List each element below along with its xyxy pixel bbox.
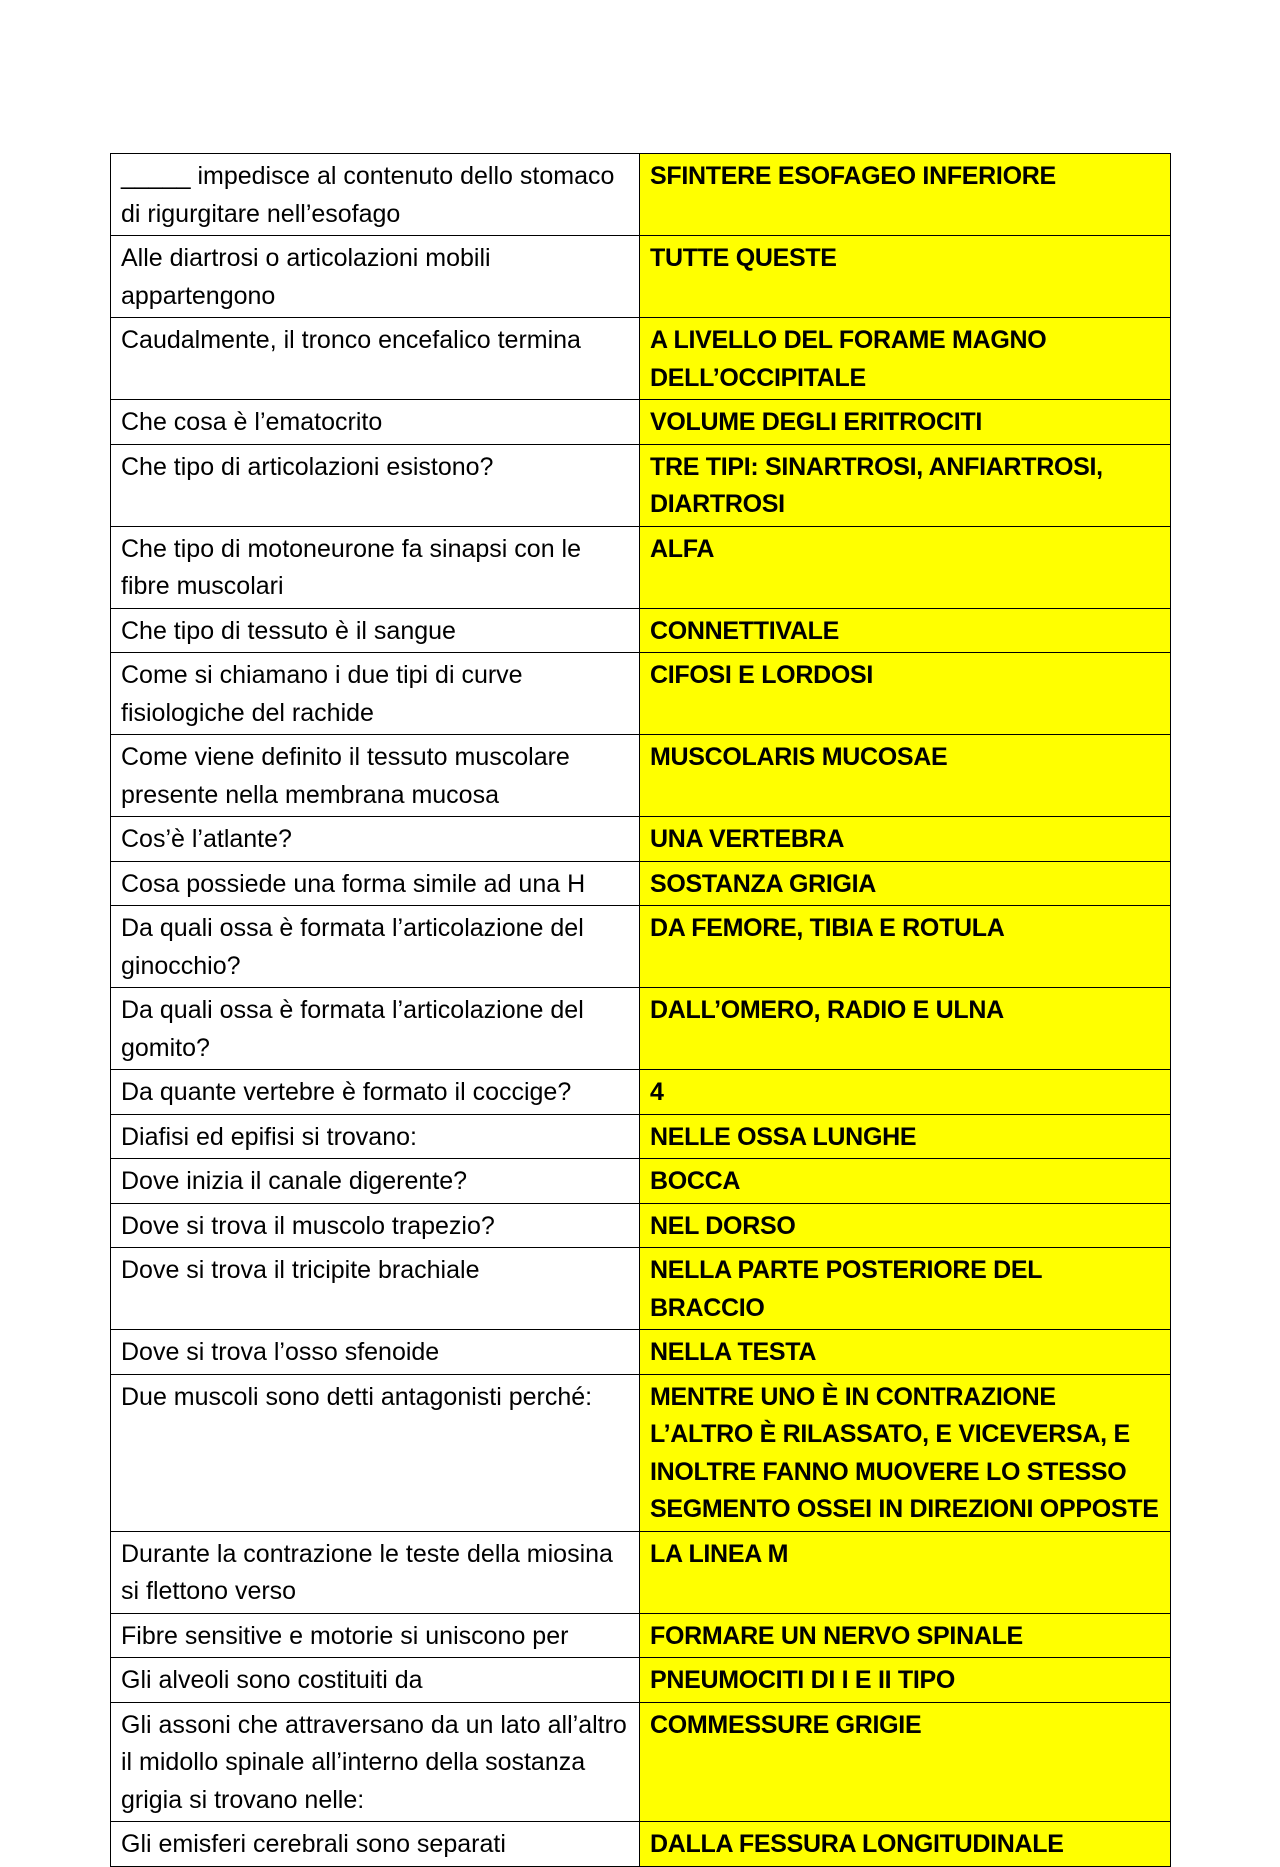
question-cell: Dove inizia il canale digerente? [111,1159,640,1204]
answer-cell: LA LINEA M [640,1531,1171,1613]
answer-cell: SFINTERE ESOFAGEO INFERIORE [640,154,1171,236]
table-row [111,1070,1171,1115]
answer-cell: TUTTE QUESTE [640,236,1171,318]
question-cell: Dove si trova il muscolo trapezio? [111,1203,640,1248]
table-row [111,1702,1171,1822]
answer-cell: TRE TIPI: SINARTROSI, ANFIARTROSI, DIARTROSI [640,444,1171,526]
question-cell: Durante la contrazione le teste della miosina si flettono verso [111,1531,640,1613]
answer-cell: NEL DORSO [640,1203,1171,1248]
answer-cell: NELLA TESTA [640,1330,1171,1375]
answer-cell: DALL’OMERO, RADIO E ULNA [640,988,1171,1070]
question-cell: Due muscoli sono detti antagonisti perché: [111,1374,640,1531]
answer-cell: 4 [640,1070,1171,1115]
table-row [111,1203,1171,1248]
question-cell: Cosa possiede una forma simile ad una H [111,861,640,906]
answer-cell: PNEUMOCITI DI I E II TIPO [640,1658,1171,1703]
answer-cell: CONNETTIVALE [640,608,1171,653]
question-cell: Che tipo di motoneurone fa sinapsi con le fibre muscolari [111,526,640,608]
question-cell: Gli alveoli sono costituiti da [111,1658,640,1703]
table-row [111,318,1171,400]
table-row [111,608,1171,653]
table-row [111,653,1171,735]
table-row [111,1822,1171,1867]
table-row [111,1159,1171,1204]
table-row [111,906,1171,988]
table-row [111,1330,1171,1375]
question-cell: Alle diartrosi o articolazioni mobili appartengono [111,236,640,318]
qa-table [110,153,1171,1867]
table-row [111,444,1171,526]
table-row [111,400,1171,445]
question-cell: Come viene definito il tessuto muscolare presente nella membrana mucosa [111,735,640,817]
table-row [111,988,1171,1070]
answer-cell: BOCCA [640,1159,1171,1204]
answer-cell: SOSTANZA GRIGIA [640,861,1171,906]
answer-cell: UNA VERTEBRA [640,817,1171,862]
question-cell: Da quali ossa è formata l’articolazione del ginocchio? [111,906,640,988]
answer-cell: MUSCOLARIS MUCOSAE [640,735,1171,817]
table-row [111,1658,1171,1703]
question-cell: Dove si trova l’osso sfenoide [111,1330,640,1375]
question-cell: Che tipo di tessuto è il sangue [111,608,640,653]
answer-cell: ALFA [640,526,1171,608]
table-row [111,1374,1171,1531]
question-cell: Da quali ossa è formata l’articolazione del gomito? [111,988,640,1070]
question-cell: Che tipo di articolazioni esistono? [111,444,640,526]
answer-cell: FORMARE UN NERVO SPINALE [640,1613,1171,1658]
question-cell: Che cosa è l’ematocrito [111,400,640,445]
question-cell: Come si chiamano i due tipi di curve fisiologiche del rachide [111,653,640,735]
table-row [111,861,1171,906]
question-cell: Gli emisferi cerebrali sono separati [111,1822,640,1867]
question-cell: Fibre sensitive e motorie si uniscono per [111,1613,640,1658]
answer-cell: VOLUME DEGLI ERITROCITI [640,400,1171,445]
qa-table-body [111,154,1171,1867]
table-row [111,1248,1171,1330]
table-row [111,236,1171,318]
answer-cell: DA FEMORE, TIBIA E ROTULA [640,906,1171,988]
answer-cell: CIFOSI E LORDOSI [640,653,1171,735]
table-row [111,1114,1171,1159]
answer-cell: NELLA PARTE POSTERIORE DEL BRACCIO [640,1248,1171,1330]
table-row [111,817,1171,862]
question-cell: Caudalmente, il tronco encefalico termina [111,318,640,400]
question-cell: Diafisi ed epifisi si trovano: [111,1114,640,1159]
question-cell: Gli assoni che attraversano da un lato all’altro il midollo spinale all’interno della sostanza grigia si trovano nelle: [111,1702,640,1822]
question-cell: _____ impedisce al contenuto dello stomaco di rigurgitare nell’esofago [111,154,640,236]
answer-cell: A LIVELLO DEL FORAME MAGNO DELL’OCCIPITALE [640,318,1171,400]
answer-cell: COMMESSURE GRIGIE [640,1702,1171,1822]
answer-cell: MENTRE UNO È IN CONTRAZIONE L’ALTRO È RILASSATO, E VICEVERSA, E INOLTRE FANNO MUOVERE LO STESSO SEGMENTO OSSEI IN DIREZIONI OPPOSTE [640,1374,1171,1531]
table-row [111,154,1171,236]
table-row [111,735,1171,817]
table-row [111,526,1171,608]
question-cell: Da quante vertebre è formato il coccige? [111,1070,640,1115]
question-cell: Cos’è l’atlante? [111,817,640,862]
table-row [111,1613,1171,1658]
answer-cell: DALLA FESSURA LONGITUDINALE [640,1822,1171,1867]
question-cell: Dove si trova il tricipite brachiale [111,1248,640,1330]
answer-cell: NELLE OSSA LUNGHE [640,1114,1171,1159]
table-row [111,1531,1171,1613]
